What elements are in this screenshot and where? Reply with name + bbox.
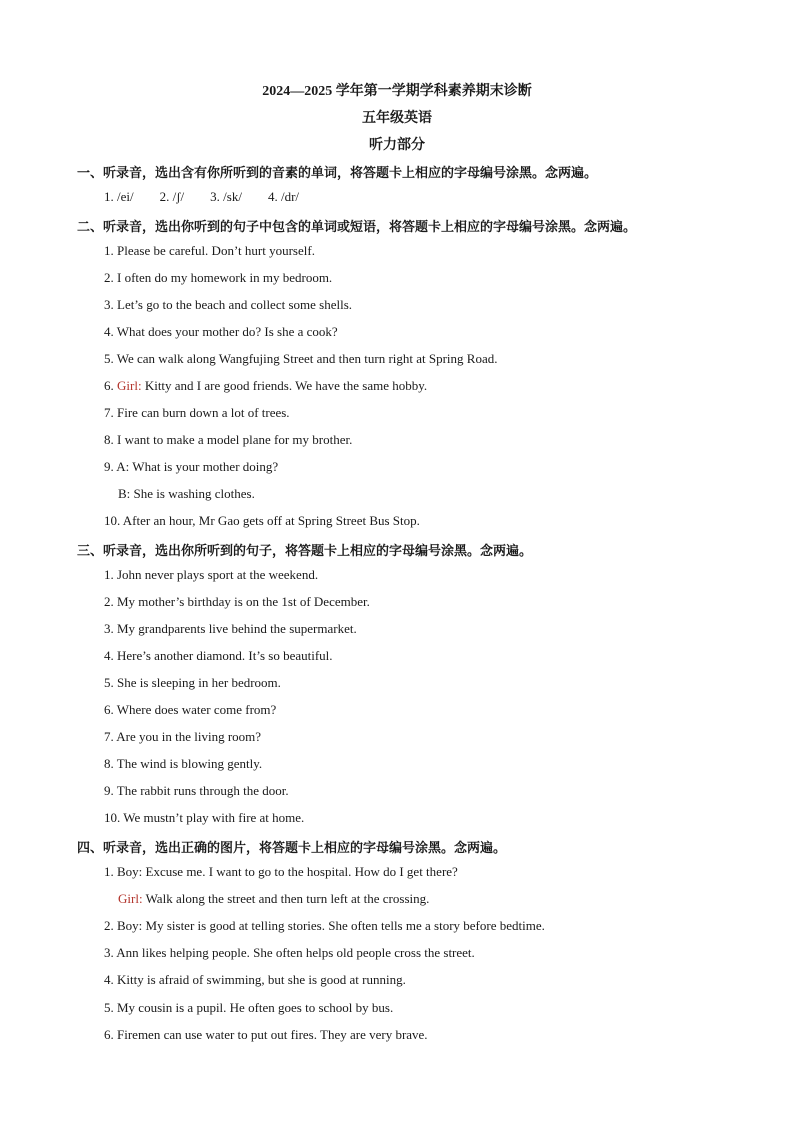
list-item: 2. I often do my homework in my bedroom. (104, 270, 333, 285)
list-item: 7. Fire can burn down a lot of trees. (104, 405, 290, 420)
list-item: B: She is washing clothes. (118, 486, 255, 501)
page-subtitle: 五年级英语 (362, 111, 432, 126)
list-item: 7. Are you in the living room? (104, 729, 262, 744)
list-item: 10. We mustn’t play with fire at home. (104, 810, 305, 825)
page-title: 2024—2025 学年第一学期学科素养期末诊断 (262, 84, 532, 99)
list-item: 3. Ann likes helping people. She often helps old people cross the street. (104, 945, 475, 960)
item-text: Walk along the street and then turn left at the crossing. (145, 891, 430, 906)
item-number: 6. (104, 378, 114, 393)
section-3-heading: 三、听录音，选出你所听到的句子，将答题卡上相应的字母编号涂黑。念两遍。 (77, 543, 533, 558)
section-1-items (104, 189, 325, 205)
phoneme-item: 1. /ei/ (104, 189, 134, 204)
list-item: 8. The wind is blowing gently. (104, 756, 263, 771)
list-item: 6. Firemen can use water to put out fires. They are very brave. (104, 1027, 428, 1042)
list-item: 9. A: What is your mother doing? (104, 459, 279, 474)
section-4-heading: 四、听录音，选出正确的图片，将答题卡上相应的字母编号涂黑。念两遍。 (77, 840, 507, 855)
item-text: Kitty and I are good friends. We have the same hobby. (144, 378, 428, 393)
list-item: 1. Please be careful. Don’t hurt yourself. (104, 243, 315, 258)
list-item: 1. Boy: Excuse me. I want to go to the hospital. How do I get there? (104, 864, 458, 879)
list-item: 5. My cousin is a pupil. He often goes to school by bus. (104, 1000, 394, 1015)
list-item: 5. She is sleeping in her bedroom. (104, 675, 281, 690)
speaker-label: Girl: (117, 378, 142, 393)
list-item: 6. Where does water come from? (104, 702, 277, 717)
list-item (118, 891, 429, 907)
phoneme-item: 3. /sk/ (210, 189, 242, 204)
list-item: 10. After an hour, Mr Gao gets off at Spring Street Bus Stop. (104, 513, 420, 528)
list-item: 9. The rabbit runs through the door. (104, 783, 289, 798)
part-title: 听力部分 (369, 138, 425, 153)
list-item: 2. My mother’s birthday is on the 1st of December. (104, 594, 370, 609)
speaker-label: Girl: (118, 891, 143, 906)
list-item (104, 378, 427, 394)
list-item: 4. What does your mother do? Is she a cook? (104, 324, 338, 339)
section-2-heading: 二、听录音，选出你听到的句子中包含的单词或短语，将答题卡上相应的字母编号涂黑。念两遍。 (77, 219, 637, 234)
phoneme-item: 2. /ʃ/ (159, 189, 185, 204)
section-1-heading: 一、听录音，选出含有你所听到的音素的单词，将答题卡上相应的字母编号涂黑。念两遍。 (77, 165, 598, 180)
list-item: 5. We can walk along Wangfujing Street and then turn right at Spring Road. (104, 351, 498, 366)
list-item: 8. I want to make a model plane for my brother. (104, 432, 353, 447)
list-item: 4. Kitty is afraid of swimming, but she is good at running. (104, 972, 406, 987)
list-item: 3. My grandparents live behind the supermarket. (104, 621, 357, 636)
list-item: 2. Boy: My sister is good at telling stories. She often tells me a story before bedtime. (104, 918, 545, 933)
list-item: 4. Here’s another diamond. It’s so beautiful. (104, 648, 333, 663)
list-item: 3. Let’s go to the beach and collect some shells. (104, 297, 353, 312)
list-item: 1. John never plays sport at the weekend. (104, 567, 319, 582)
phoneme-item: 4. /dr/ (267, 189, 300, 204)
